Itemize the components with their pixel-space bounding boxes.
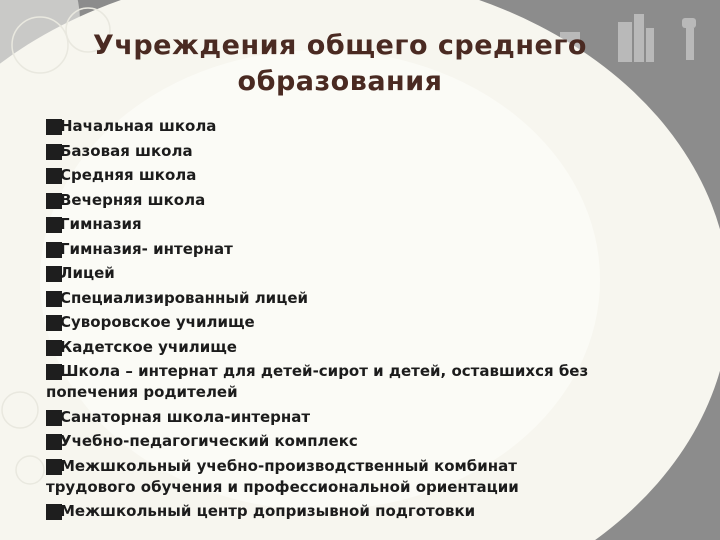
slide-title-line-2: образования <box>237 66 443 97</box>
list-item-text: попечения родителей <box>46 383 238 401</box>
list-item <box>46 239 686 260</box>
list-item <box>46 116 686 137</box>
list-item-text: Кадетское училище <box>60 337 237 356</box>
list-item-text: Гимназия- интернат <box>60 239 233 258</box>
list-item-text: Специализированный лицей <box>60 288 308 307</box>
list-item-text: Средняя школа <box>60 166 197 184</box>
list-item <box>46 407 686 428</box>
list-item <box>46 361 686 403</box>
list-item <box>46 501 686 522</box>
list-item <box>46 263 686 284</box>
list-item <box>46 288 686 309</box>
list-item-text: Школа – интернат для детей-сирот и детей, оставшихся без <box>60 362 589 380</box>
slide-title <box>40 28 640 100</box>
list-item <box>46 165 686 186</box>
list-item <box>46 337 686 358</box>
list-item <box>46 190 686 211</box>
list-item-text: Санаторная школа-интернат <box>60 407 311 426</box>
list-item <box>46 456 686 498</box>
list-item-text: Межшкольный учебно-производственный комбинат <box>60 456 517 475</box>
institution-list <box>46 116 686 526</box>
list-item-text: трудового обучения и профессиональной ориентации <box>46 477 519 496</box>
list-item-text: Гимназия <box>60 215 142 233</box>
list-item-text: Вечерняя школа <box>60 190 206 209</box>
list-item <box>46 214 686 235</box>
list-item-text: Суворовское училище <box>60 313 255 331</box>
list-item <box>46 312 686 333</box>
list-item <box>46 141 686 162</box>
list-item-text: Межшкольный центр допризывной подготовки <box>60 502 476 520</box>
list-item-text: Учебно-педагогический комплекс <box>60 432 358 450</box>
list-item-text: Начальная школа <box>60 117 217 135</box>
list-item-text: Базовая школа <box>60 141 193 160</box>
list-item-text: Лицей <box>60 264 115 282</box>
slide-title-line-1: Учреждения общего среднего <box>93 30 587 61</box>
list-item <box>46 431 686 452</box>
